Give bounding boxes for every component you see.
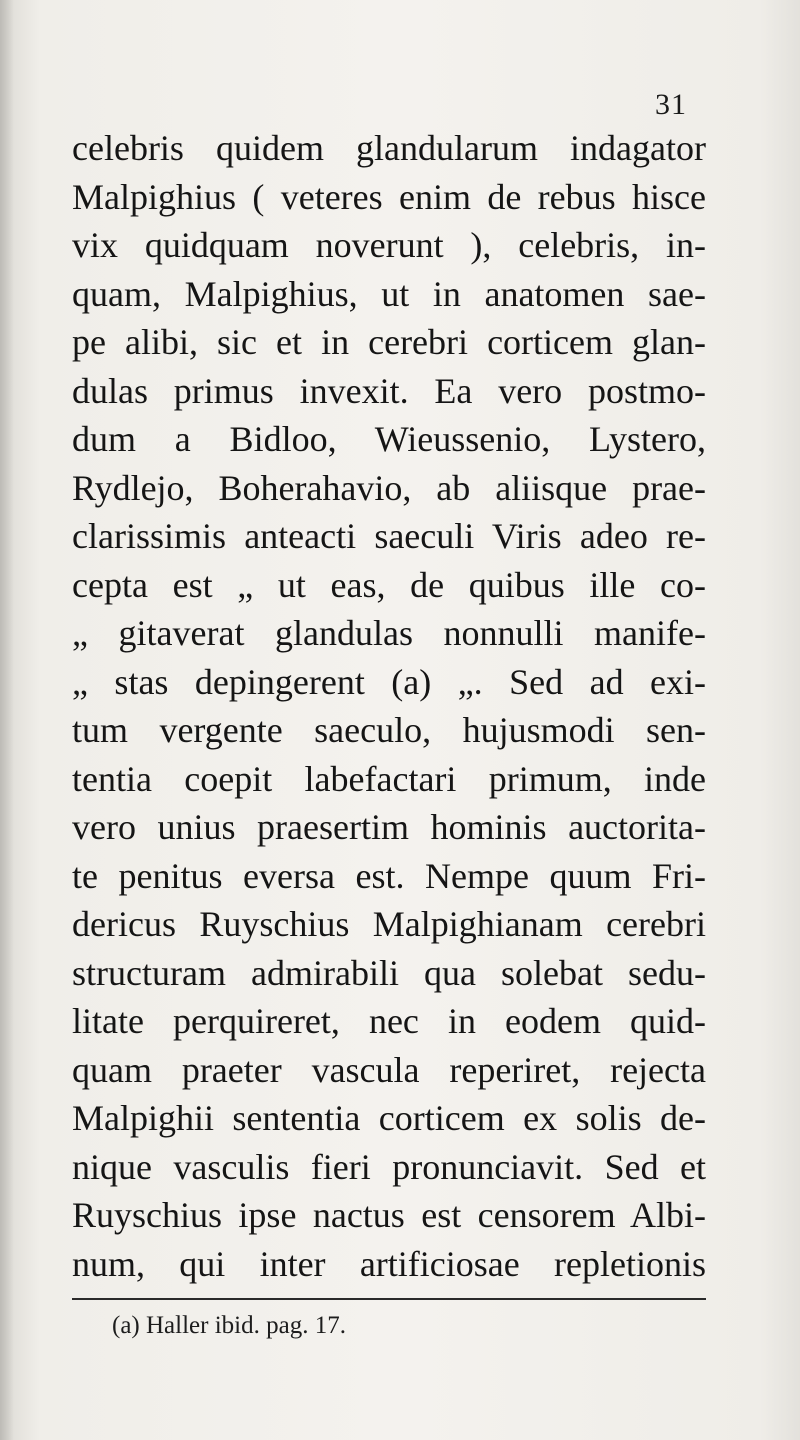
text-line: structuram admirabili qua solebat sedu- xyxy=(72,952,706,993)
text-line: cepta est „ ut eas, de quibus ille co- xyxy=(72,564,706,605)
text-line: Ruyschius ipse nactus est censorem Albi- xyxy=(72,1195,706,1235)
text-line: „ stas depingerent (a) „. Sed ad exi- xyxy=(72,661,706,702)
text-line: dericus Ruyschius Malpighianam cerebri xyxy=(72,904,706,944)
text-line: num, qui inter artificiosae repletionis xyxy=(72,1243,706,1284)
text-line: tum vergente saeculo, hujusmodi sen- xyxy=(72,710,706,750)
footnote-rule xyxy=(72,1298,706,1300)
text-line: te penitus eversa est. Nempe quum Fri- xyxy=(72,855,706,896)
text-line: celebris quidem glandularum indagator xyxy=(72,128,706,168)
text-line: tentia coepit labefactari primum, inde xyxy=(72,758,706,799)
page-gutter-shadow xyxy=(0,0,14,1440)
page-number: 31 xyxy=(655,88,687,121)
footnote: (a) Haller ibid. pag. 17. xyxy=(112,1312,346,1339)
text-line: pe alibi, sic et in cerebri corticem glan- xyxy=(72,322,706,362)
text-line: „ gitaverat glandulas nonnulli manife- xyxy=(72,613,706,653)
text-line: vero unius praesertim hominis auctorita- xyxy=(72,807,706,847)
text-line: quam praeter vascula reperiret, rejecta xyxy=(72,1049,706,1090)
body-text xyxy=(72,124,706,1288)
text-line: vix quidquam noverunt ), celebris, in- xyxy=(72,225,706,265)
text-line: clarissimis anteacti saeculi Viris adeo re- xyxy=(72,516,706,556)
text-line: dulas primus invexit. Ea vero postmo- xyxy=(72,370,706,411)
text-line: nique vasculis fieri pronunciavit. Sed et xyxy=(72,1146,706,1187)
text-line: dum a Bidloo, Wieussenio, Lystero, xyxy=(72,419,706,459)
text-line: Rydlejo, Boherahavio, ab aliisque prae- xyxy=(72,467,706,508)
text-line: Malpighius ( veteres enim de rebus hisce xyxy=(72,176,706,217)
text-line: Malpighii sententia corticem ex solis de- xyxy=(72,1098,706,1138)
text-line: litate perquireret, nec in eodem quid- xyxy=(72,1001,706,1041)
text-line: quam, Malpighius, ut in anatomen sae- xyxy=(72,273,706,314)
